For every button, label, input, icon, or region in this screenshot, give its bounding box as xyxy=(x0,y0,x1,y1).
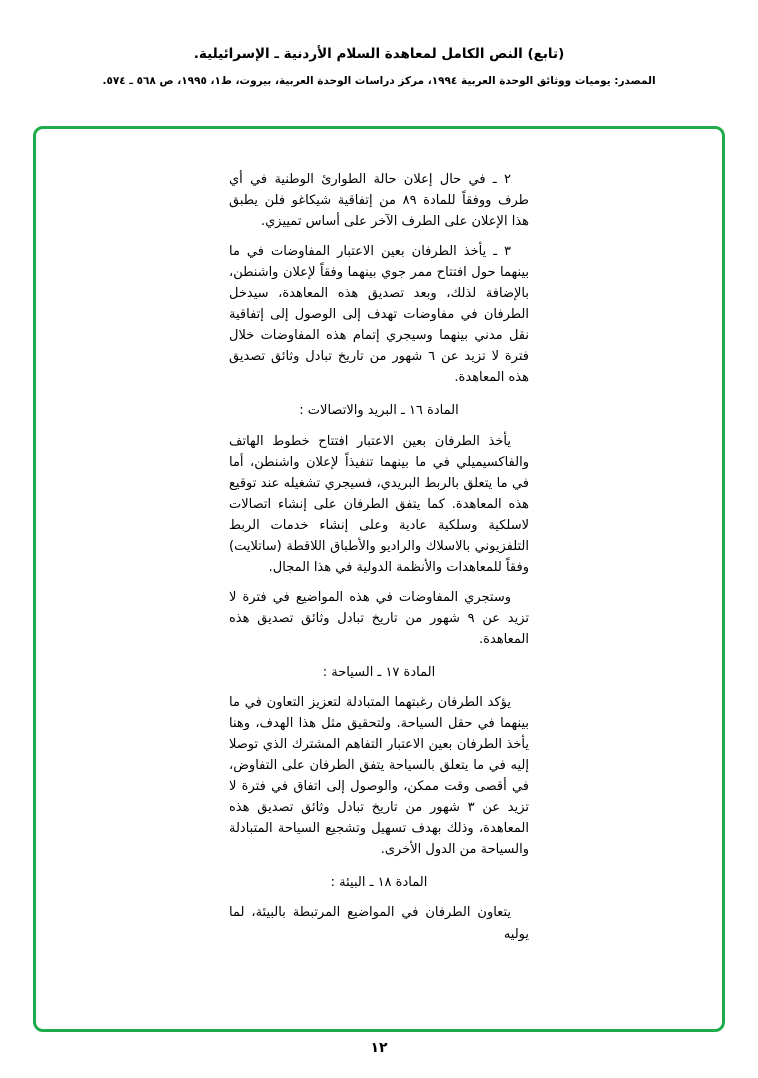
body-paragraph: يأخذ الطرفان بعين الاعتبار افتتاح خطوط الهاتف والفاكسيميلي في ما بينهما تنفيذاً لإعلان واشنطن، أما في ما يتعلق بالربط البريدي، فسيجري تشغيله عند توقيع هذه المعاهدة. كما يتفق الطرفان على إنشاء اتصالات لاسلكية وسلكية عادية وعلى إنشاء خدمات الربط التلفزيوني بالاسلاك والراديو والأطباق اللاقطة (ساتلايت) وفقاً للمعاهدات والأنظمة الدولية في هذا المجال. xyxy=(229,433,529,575)
body-paragraph: ٢ ـ في حال إعلان حالة الطوارئ الوطنية في أي طرف ووفقاً للمادة ٨٩ من إتفاقية شيكاغو فلن يطبق هذا الإعلان على الطرف الآخر على أساس تمييزي. xyxy=(229,172,530,230)
article-heading: المادة ١٦ ـ البريد والاتصالات : xyxy=(299,403,459,419)
page-title: (تابع) النص الكامل لمعاهدة السلام الأردنية ـ الإسرائيلية. xyxy=(193,46,565,62)
document-header xyxy=(0,0,758,90)
article-heading: المادة ١٨ ـ البيئة : xyxy=(330,875,428,891)
body-paragraph: وستجري المفاوضات في هذه المواضيع في فترة لا تزيد عن ٩ شهور من تاريخ تبادل وثائق تصديق هذه المعاهدة. xyxy=(229,589,530,647)
text-column xyxy=(229,169,529,945)
article-heading: المادة ١٧ ـ السياحة : xyxy=(322,664,436,680)
source-line: المصدر: يوميات ووثائق الوحدة العربية ١٩٩٤، مركز دراسات الوحدة العربية، بيروت، ط١، ١٩٩٥، ص ٥٦٨ ـ ٥٧٤. xyxy=(102,75,656,88)
page-number: ١٢ xyxy=(370,1040,388,1056)
content-frame xyxy=(33,126,725,1032)
document-body xyxy=(36,169,722,954)
body-paragraph: يؤكد الطرفان رغبتهما المتبادلة لتعزيز التعاون في ما بينهما في حقل السياحة. ولتحقيق مثل هذا الهدف، وهنا يأخذ الطرفان بعين الاعتبار التفاهم المشترك الذي توصلا إليه في ما يتعلق بالسياحة يتفق الطرفان على التفاوض، في أقصى وقت ممكن، والوصول إلى اتفاق في فترة لا تزيد عن ٣ شهور من تاريخ تبادل وثائق تصديق هذه المعاهدة، وذلك بهدف تسهيل وتشجيع السياحة المتبادلة والسياحة من الدول الأخرى. xyxy=(229,695,530,858)
body-paragraph: يتعاون الطرفان في المواضيع المرتبطة بالبيئة، لما يوليه xyxy=(229,905,529,942)
body-paragraph: ٣ ـ يأخذ الطرفان بعين الاعتبار المفاوضات في ما بينهما حول افتتاح ممر جوي بينهما وفقاً لإعلان واشنطن، بالإضافة لذلك، وبعد تصديق هذه المعاهدة، سيدخل الطرفان في مفاوضات تهدف إلى الوصول إلى إتفاقية نقل مدني بينهما وسيجري إتمام هذه المفاوضات خلال فترة لا تزيد عن ٦ شهور من تاريخ تبادل وثائق تصديق هذه المعاهدة. xyxy=(229,244,529,386)
